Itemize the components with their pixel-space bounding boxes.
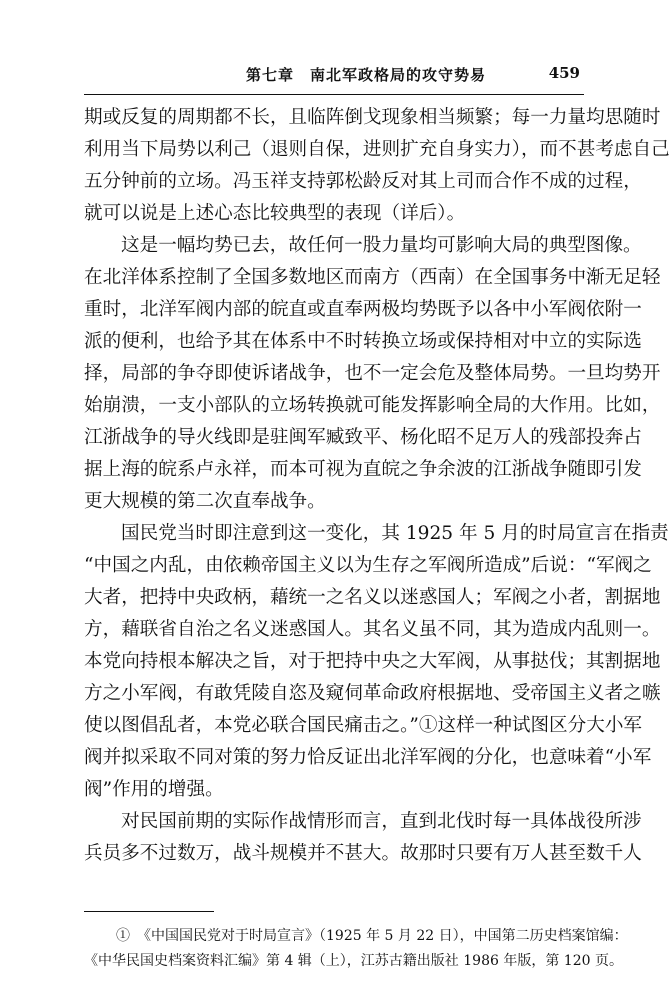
- chapter-title: 第七章 南北军政格局的攻守势易: [246, 66, 487, 84]
- text-line: 就可以说是上述心态比较典型的表现（详后）。: [84, 203, 466, 224]
- text-line: 择，局部的争夺即使诉诸战争，也不一定会危及整体局势。一旦均势开: [84, 363, 661, 384]
- text-line: 江浙战争的导火线即是驻闽军臧致平、杨化昭不足万人的残部投奔占: [84, 427, 642, 448]
- text-line: 派的便利，也给予其在体系中不时转换立场或保持相对中立的实际选: [84, 331, 642, 352]
- header-rule: [84, 94, 584, 95]
- footnote-line: ① 《中国国民党对于时局宣言》（1925 年 5 月 22 日），中国第二历史档案馆编：: [116, 928, 628, 944]
- footnotes: [84, 924, 628, 974]
- page-number: 459: [548, 64, 580, 82]
- text-line: 据上海的皖系卢永祥，而本可视为直皖之争余波的江浙战争随即引发: [84, 459, 642, 480]
- text-line: 阀并拟采取不同对策的努力恰反证出北洋军阀的分化，也意味着“小军: [84, 747, 652, 768]
- text-line: 五分钟前的立场。冯玉祥支持郭松龄反对其上司而合作不成的过程，: [84, 171, 642, 192]
- text-line: 国民党当时即注意到这一变化，其 1925 年 5 月的时局宣言在指责: [121, 523, 669, 544]
- text-line: “中国之内乱，由依赖帝国主义以为生存之军阀所造成”后说：“军阀之: [84, 555, 652, 576]
- text-line: 始崩溃，一支小部队的立场转换就可能发挥影响全局的大作用。比如，: [84, 395, 661, 416]
- text-line: 期或反复的周期都不长，且临阵倒戈现象相当频繁；每一力量均思随时: [84, 107, 661, 128]
- text-line: 大者，把持中央政柄，藉统一之名义以迷惑国人；军阀之小者，割据地: [84, 587, 661, 608]
- text-line: 重时，北洋军阀内部的皖直或直奉两极均势既予以各中小军阀依附一: [84, 299, 642, 320]
- text-line: 这是一幅均势已去，故任何一股力量均可影响大局的典型图像。: [121, 235, 642, 256]
- text-line: 在北洋体系控制了全国多数地区而南方（西南）在全国事务中渐无足轻: [84, 267, 661, 288]
- text-line: 方，藉联省自治之名义迷惑国人。其名义虽不同，其为造成内乱则一。: [84, 619, 661, 640]
- text-line: 利用当下局势以利己（退则自保，进则扩充自身实力），而不甚考虑自己: [84, 139, 670, 160]
- text-line: 对民国前期的实际作战情形而言，直到北伐时每一具体战役所涉: [121, 811, 642, 832]
- text-line: 方之小军阀，有敢凭陵自恣及窥伺革命政府根据地、受帝国主义者之嗾: [84, 683, 661, 704]
- text-line: 更大规模的第二次直奉战争。: [84, 491, 326, 512]
- text-line: 本党向持根本解决之旨，对于把持中央之大军阀，从事挞伐；其割据地: [84, 651, 661, 672]
- text-line: 使以图倡乱者，本党必联合国民痛击之。”①这样一种试图区分大小军: [84, 715, 643, 736]
- footnote-line: 《中华民国史档案资料汇编》第 4 辑（上），江苏古籍出版社 1986 年版，第 120 页。: [84, 953, 623, 969]
- footnote-rule: [84, 911, 214, 912]
- body-text: [84, 102, 670, 870]
- text-line: 兵员多不过数万，战斗规模并不甚大。故那时只要有万人甚至数千人: [84, 843, 642, 864]
- running-header: [84, 64, 584, 88]
- text-line: 阀”作用的增强。: [84, 779, 224, 800]
